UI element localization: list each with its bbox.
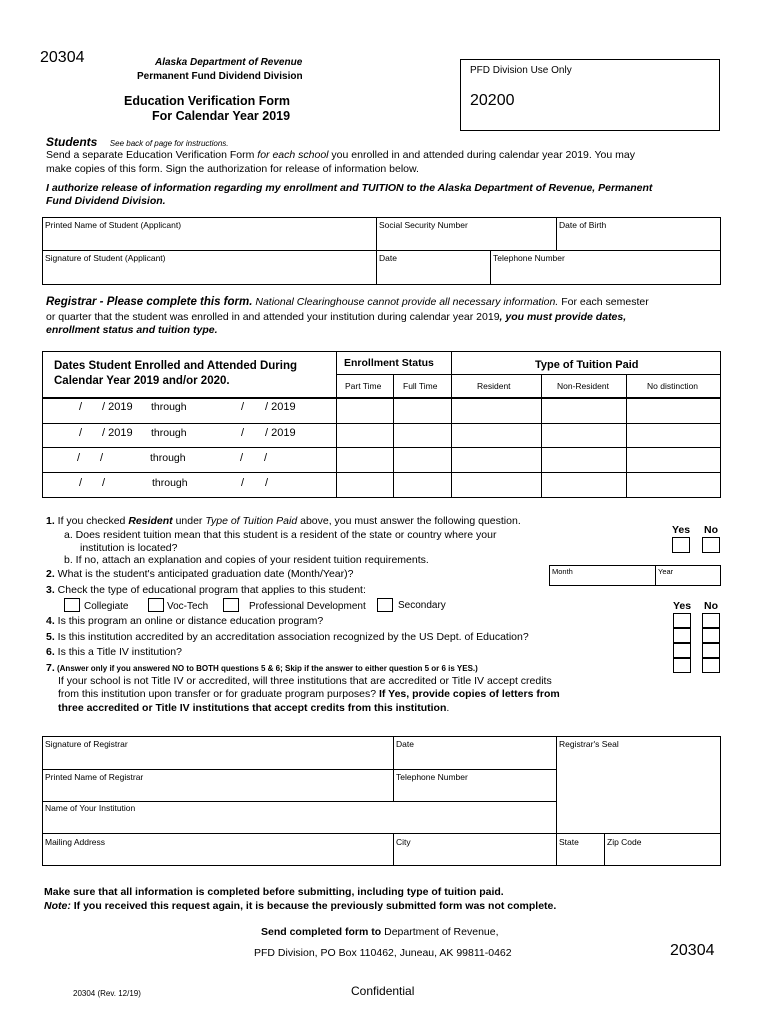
student-printed-name-field[interactable]: Printed Name of Student (Applicant): [45, 220, 182, 230]
registrar-instructions-line1: [46, 296, 649, 308]
date-to-month: /: [241, 427, 245, 439]
q4-yes-checkbox[interactable]: [673, 613, 691, 628]
q5-text: Is this institution accredited by an accreditation association recognized by the US Dept. of Education?: [54, 631, 529, 643]
resident-header: Resident: [477, 381, 511, 391]
q4-no-checkbox[interactable]: [702, 613, 720, 628]
state-field[interactable]: State: [559, 837, 579, 847]
question-1a-line2: institution is located?: [80, 542, 178, 554]
date-to-month: /: [241, 477, 245, 489]
students-heading: Students: [46, 135, 98, 149]
part-time-header: Part Time: [345, 381, 382, 391]
registrar-text-b: or quarter that the student was enrolled in and attended your institution during calendar year 2019: [46, 311, 500, 323]
graduation-year-field[interactable]: Year: [658, 567, 674, 576]
city-field[interactable]: City: [396, 837, 411, 847]
date-from-month: /: [79, 401, 83, 413]
dates-header-line2: Calendar Year 2019 and/or 2020.: [54, 375, 230, 387]
through-label: through: [151, 401, 187, 413]
q1-text-e: above, you must answer the following question.: [297, 515, 521, 527]
through-label: through: [152, 477, 188, 489]
date-to-month: /: [240, 452, 244, 464]
q5-yes-checkbox[interactable]: [673, 628, 691, 643]
question-3: [46, 584, 366, 596]
division-use-only-code: 20200: [470, 92, 515, 109]
students-instructions-line2: make copies of this form. Sign the authorization for release of information below.: [46, 163, 419, 175]
q1a-no-checkbox[interactable]: [702, 537, 720, 553]
q3-text: Check the type of educational program that applies to this student:: [54, 584, 366, 596]
students-instructions-line1: [46, 149, 635, 161]
q1-text-d: Type of Tuition Paid: [205, 515, 298, 527]
q2-number: 2.: [46, 568, 55, 580]
enrollment-status-header: Enrollment Status: [344, 357, 434, 369]
question-7-line2: [58, 688, 560, 700]
date-from-year: /: [102, 477, 106, 489]
q1-no-label: No: [704, 524, 718, 536]
q7-note-text: (Answer only if you answered NO to BOTH questions 5 & 6; Skip if the answer to either question 5 or 6 is YES.): [54, 664, 478, 673]
graduation-date-box: [549, 565, 721, 586]
registrar-printed-name-field[interactable]: Printed Name of Registrar: [45, 772, 144, 782]
completion-reminder: Make sure that all information is completed before submitting, including type of tuition paid.: [44, 886, 504, 898]
zip-code-field[interactable]: Zip Code: [607, 837, 642, 847]
question-4: [46, 615, 323, 627]
q7-number: 7.: [46, 662, 55, 674]
q6-no-checkbox[interactable]: [702, 643, 720, 658]
form-number-bottom: 20304: [670, 942, 715, 959]
form-number-top: 20304: [40, 49, 85, 66]
date-row-4[interactable]: [42, 477, 336, 495]
question-7-line3: [58, 702, 449, 714]
registrar-text-c: , you must provide dates,: [499, 311, 627, 323]
date-from-year: / 2019: [102, 427, 133, 439]
q7-yes-checkbox[interactable]: [673, 658, 691, 673]
question-5: [46, 631, 529, 643]
q1-number: 1.: [46, 515, 55, 527]
instr-text-c: you enrolled in and attended during calendar year 2019. You may: [328, 149, 635, 161]
student-date-field[interactable]: Date: [379, 253, 397, 263]
collegiate-label: Collegiate: [84, 601, 129, 612]
q7-text-c: three accredited or Title IV institutions that accept credits from this institution: [58, 702, 447, 714]
date-row-3[interactable]: [42, 452, 336, 470]
date-to-month: /: [241, 401, 245, 413]
q7-no-checkbox[interactable]: [702, 658, 720, 673]
revision-label: 20304 (Rev. 12/19): [73, 989, 141, 998]
question-7-line1: If your school is not Title IV or accredited, will three institutions that are accredited or Title IV accept credits: [58, 675, 552, 687]
date-row-1[interactable]: [42, 401, 336, 419]
tuition-type-header: Type of Tuition Paid: [535, 359, 639, 371]
clearinghouse-note: National Clearinghouse cannot provide all necessary information.: [252, 296, 559, 308]
registrar-text-a: For each semester: [558, 296, 649, 308]
date-from-year: / 2019: [102, 401, 133, 413]
q4-yes-label: Yes: [673, 600, 692, 612]
q1a-yes-checkbox[interactable]: [672, 537, 690, 553]
q4-text: Is this program an online or distance education program?: [54, 615, 324, 627]
institution-name-field[interactable]: Name of Your Institution: [45, 803, 136, 813]
q1-yes-label: Yes: [672, 524, 691, 536]
date-to-year: /: [264, 452, 268, 464]
mailing-address-field[interactable]: Mailing Address: [45, 837, 106, 847]
q6-yes-checkbox[interactable]: [673, 643, 691, 658]
question-1b: b. If no, attach an explanation and copies of your resident tuition requirements.: [64, 554, 429, 566]
confidential-label: Confidential: [351, 984, 415, 998]
mailing-address-line: PFD Division, PO Box 110462, Juneau, AK 99811-0462: [254, 947, 512, 959]
registrar-seal-area: Registrar's Seal: [559, 739, 619, 749]
registrar-instructions-line3: enrollment status and tuition type.: [46, 324, 218, 336]
voc-tech-checkbox[interactable]: [148, 598, 164, 612]
registrar-date-field[interactable]: Date: [396, 739, 414, 749]
department-name: Alaska Department of Revenue: [155, 57, 303, 68]
q6-text: Is this a Title IV institution?: [54, 646, 182, 658]
q5-number: 5.: [46, 631, 55, 643]
division-use-only-box: [460, 59, 720, 131]
q7-text-b: If Yes, provide copies of letters from: [379, 688, 560, 700]
through-label: through: [151, 427, 187, 439]
date-from-month: /: [79, 427, 83, 439]
q7-text-d: .: [446, 702, 450, 714]
question-7-note: [46, 662, 478, 674]
q5-no-checkbox[interactable]: [702, 628, 720, 643]
question-1a-line1: a. Does resident tuition mean that this student is a resident of the state or country where your: [64, 529, 497, 541]
date-from-month: /: [77, 452, 81, 464]
q3-number: 3.: [46, 584, 55, 596]
q7-text-a: from this institution upon transfer or for graduate program purposes?: [58, 688, 379, 700]
q1-text-c: under: [172, 515, 206, 527]
q1-text-a: If you checked: [54, 515, 129, 527]
student-signature-field[interactable]: Signature of Student (Applicant): [45, 253, 166, 263]
instr-text-a: Send a separate Education Verification Form: [46, 149, 258, 161]
non-resident-header: Non-Resident: [557, 381, 609, 391]
registrar-signature-field[interactable]: Signature of Registrar: [45, 739, 128, 749]
student-telephone-field[interactable]: Telephone Number: [493, 253, 565, 263]
q6-number: 6.: [46, 646, 55, 658]
q4-no-label: No: [704, 600, 718, 612]
through-label: through: [150, 452, 186, 464]
date-to-year: / 2019: [265, 427, 296, 439]
secondary-label: Secondary: [398, 600, 446, 611]
q4-number: 4.: [46, 615, 55, 627]
instr-text-b: for each school: [257, 149, 329, 161]
date-from-month: /: [79, 477, 83, 489]
student-ssn-field[interactable]: Social Security Number: [379, 220, 468, 230]
registrar-heading: Registrar - Please complete this form.: [46, 296, 253, 308]
division-name: Permanent Fund Dividend Division: [137, 71, 303, 82]
send-to-line: [261, 926, 499, 938]
form-title: Education Verification Form: [124, 94, 290, 108]
date-to-year: / 2019: [265, 401, 296, 413]
q1-text-b: Resident: [128, 515, 173, 527]
authorization-line1: I authorize release of information regarding my enrollment and TUITION to the Alaska Department of Revenue, Permanent: [46, 182, 653, 194]
send-label: Send completed form to: [261, 926, 382, 938]
dates-header-line1: Dates Student Enrolled and Attended During: [54, 360, 297, 372]
full-time-header: Full Time: [403, 381, 438, 391]
professional-development-label: Professional Development: [249, 601, 366, 612]
secondary-checkbox[interactable]: [377, 598, 393, 612]
no-distinction-header: No distinction: [647, 381, 699, 391]
note-text: If you received this request again, it is because the previously submitted form was not complete.: [70, 900, 557, 912]
registrar-telephone-field[interactable]: Telephone Number: [396, 772, 468, 782]
graduation-month-field[interactable]: Month: [552, 567, 573, 576]
registrar-instructions-line2: [46, 311, 626, 323]
student-dob-field[interactable]: Date of Birth: [559, 220, 607, 230]
professional-development-checkbox[interactable]: [223, 598, 239, 612]
question-6: [46, 646, 182, 658]
question-1: [46, 515, 521, 527]
collegiate-checkbox[interactable]: [64, 598, 80, 612]
see-back-note: See back of page for instructions.: [109, 139, 229, 148]
resubmission-note: [44, 900, 556, 912]
q2-text: What is the student's anticipated graduation date (Month/Year)?: [54, 568, 354, 580]
date-from-year: /: [100, 452, 104, 464]
send-to-text: Department of Revenue,: [381, 926, 499, 938]
question-2: [46, 568, 353, 580]
note-label: Note:: [44, 900, 71, 912]
division-use-only-label: PFD Division Use Only: [470, 65, 572, 76]
date-row-2[interactable]: [42, 427, 336, 445]
form-subtitle: For Calendar Year 2019: [152, 109, 291, 123]
date-to-year: /: [265, 477, 269, 489]
authorization-line2: Fund Dividend Division.: [46, 195, 166, 207]
voc-tech-label: Voc-Tech: [167, 601, 209, 612]
